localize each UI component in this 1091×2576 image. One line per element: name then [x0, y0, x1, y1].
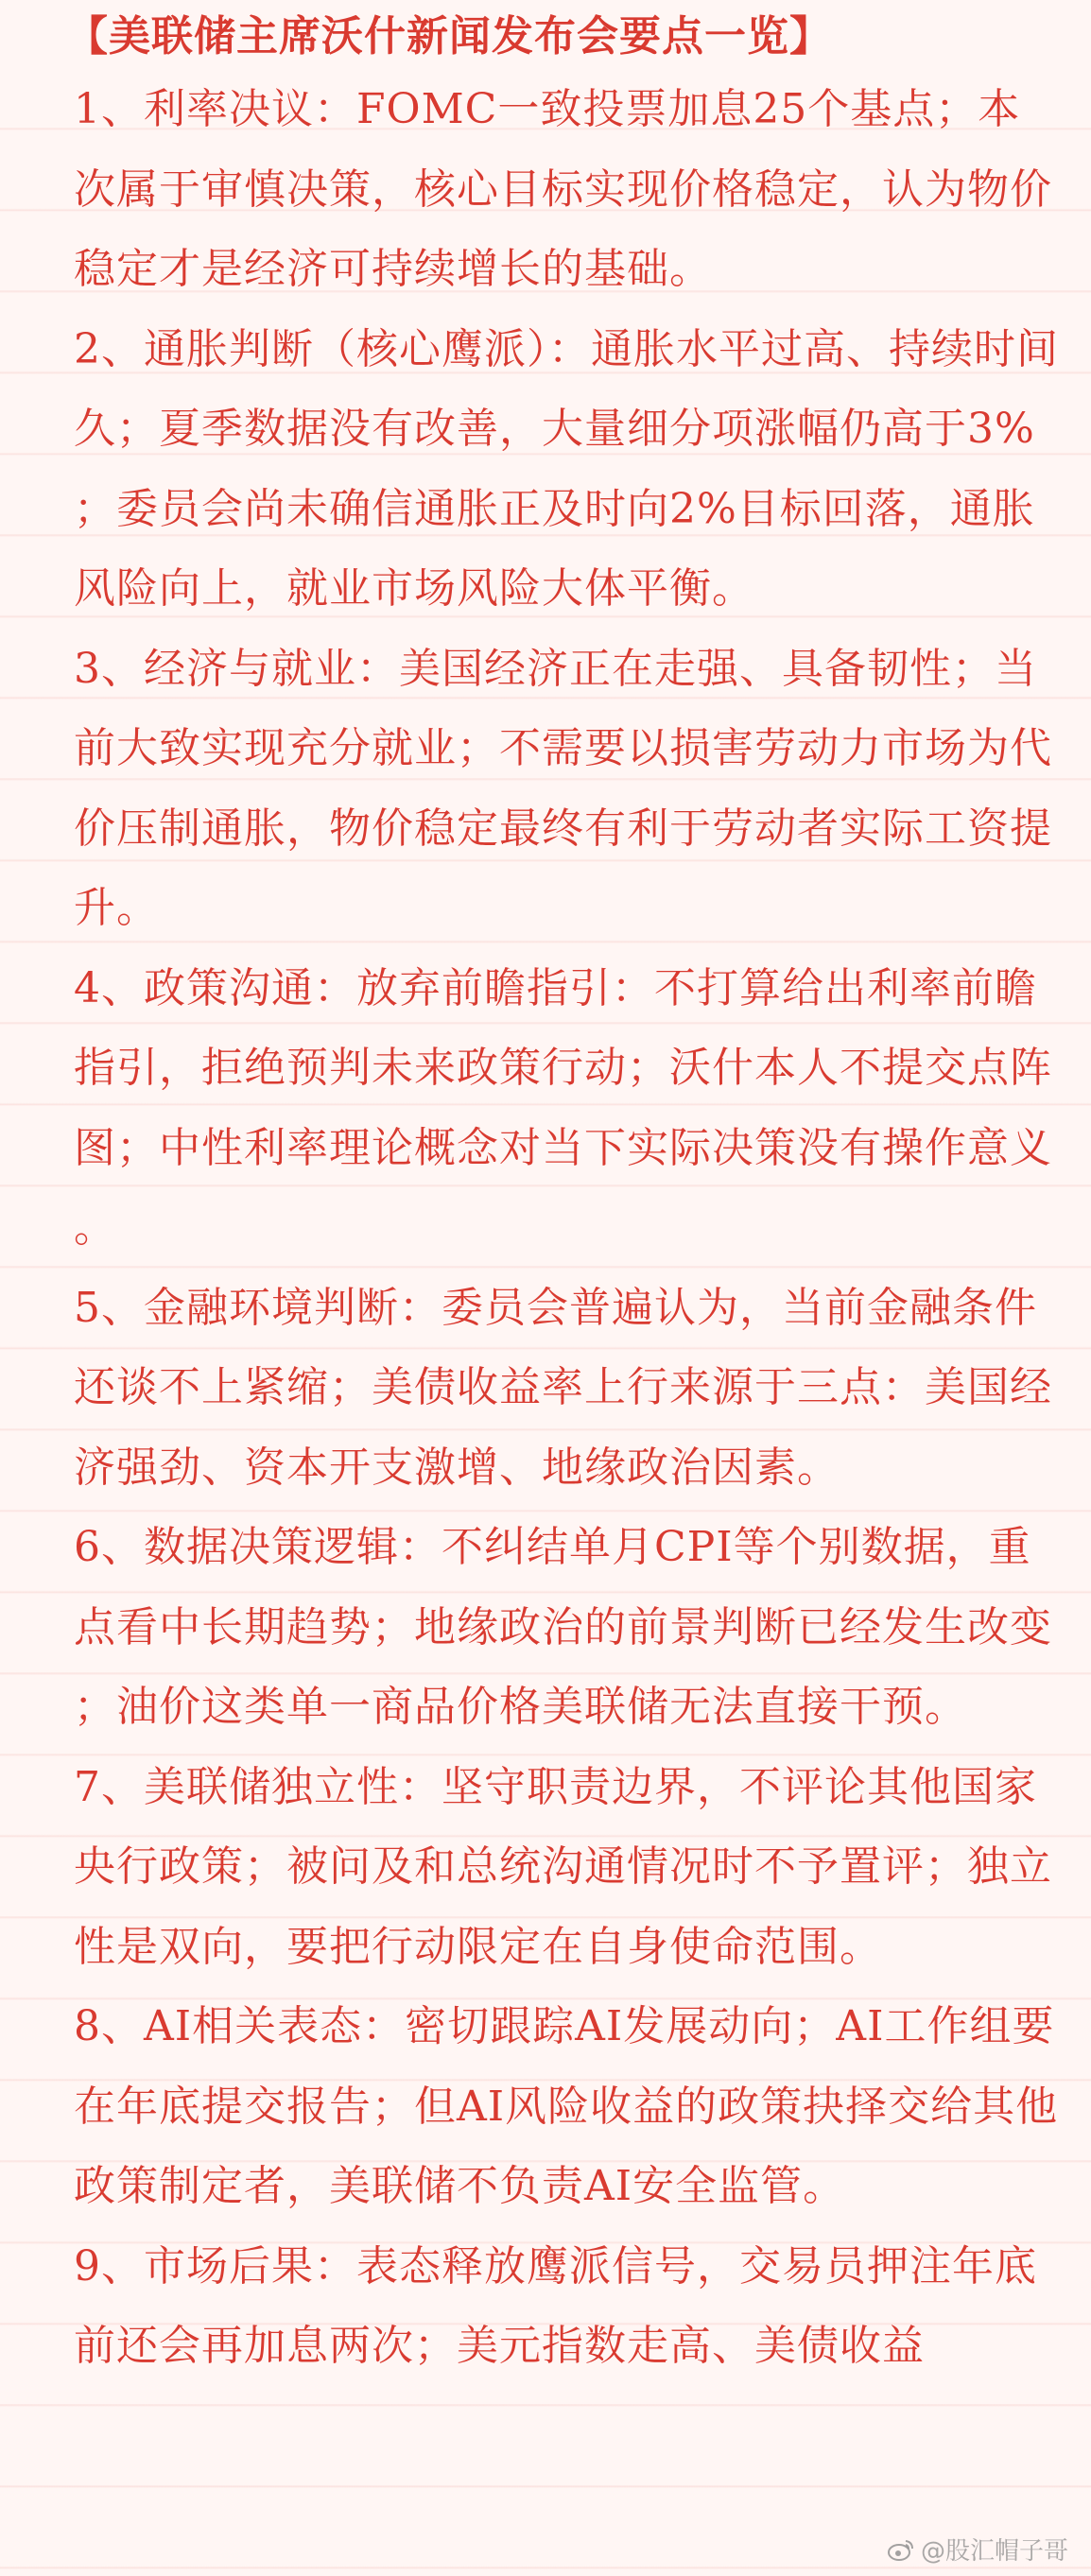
list-item: 4、政策沟通：放弃前瞻指引：不打算给出利率前瞻指引，拒绝预判未来政策行动；沃什本人不提交点阵图；中性利率理论概念对当下实际决策没有操作意义。: [74, 963, 1052, 1252]
watermark-text: @股汇帽子哥: [920, 2537, 1068, 2566]
list-item: 7、美联储独立性：坚守职责边界，不评论其他国家央行政策；被问及和总统沟通情况时不予置评；独立性是双向，要把行动限定在自身使命范围。: [74, 1762, 1052, 1971]
list-item: 3、经济与就业：美国经济正在走强、具备韧性；当前大致实现充分就业；不需要以损害劳动力市场为代价压制通胀，物价稳定最终有利于劳动者实际工资提升。: [74, 644, 1052, 932]
list-item: 2、通胀判断（核心鹰派）：通胀水平过高、持续时间久；夏季数据没有改善，大量细分项涨幅仍高于3%；委员会尚未确信通胀正及时向2%目标回落，通胀风险向上，就业市场风险大体平衡。: [74, 324, 1059, 613]
list-item: 1、利率决议：FOMC一致投票加息25个基点；本次属于审慎决策，核心目标实现价格稳定，认为物价稳定才是经济可持续增长的基础。: [74, 85, 1052, 293]
list-item: 5、金融环境判断：委员会普遍认为，当前金融条件还谈不上紧缩；美债收益率上行来源于三点：美国经济强劲、资本开支激增、地缘政治因素。: [74, 1283, 1052, 1492]
document-title: 【美联储主席沃什新闻发布会要点一览】: [66, 12, 832, 61]
weibo-icon: [887, 2537, 915, 2562]
watermark: [887, 2532, 1068, 2567]
list-item: 9、市场后果：表态释放鹰派信号，交易员押注年底前还会再加息两次；美元指数走高、美债收益: [74, 2241, 1037, 2370]
list-item: 8、AI相关表态：密切跟踪AI发展动向；AI工作组要在年底提交报告；但AI风险收益的政策抉择交给其他政策制定者，美联储不负责AI安全监管。: [74, 2002, 1059, 2210]
list-item: 6、数据决策逻辑：不纠结单月CPI等个别数据，重点看中长期趋势；地缘政治的前景判断已经发生改变；油价这类单一商品价格美联储无法直接干预。: [74, 1523, 1052, 1731]
